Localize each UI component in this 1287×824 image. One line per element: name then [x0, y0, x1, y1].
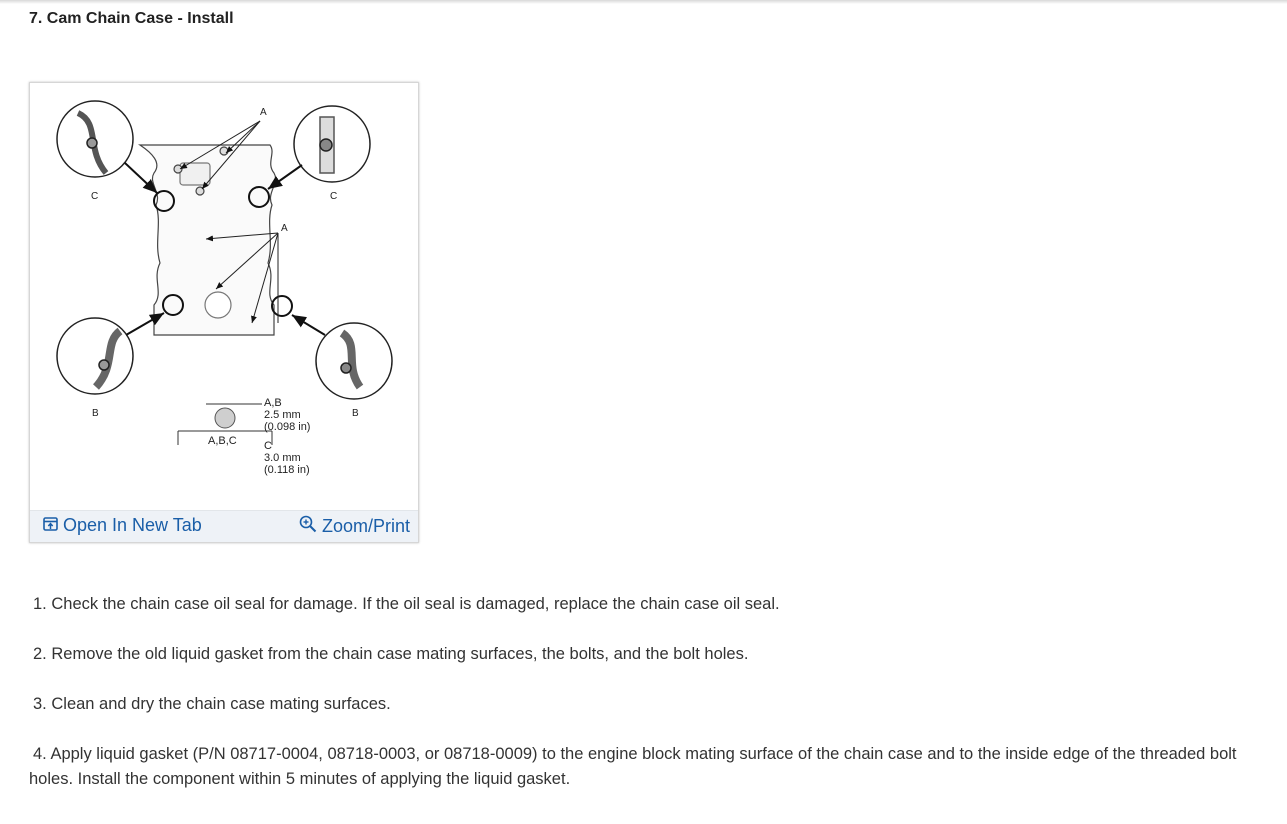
- label-spec-c-in: (0.118 in): [264, 464, 310, 476]
- label-spec-c: C: [264, 440, 272, 452]
- label-abc: A,B,C: [208, 435, 237, 447]
- step-1-text: Check the chain case oil seal for damage. If the oil seal is damaged, replace the chain case oil seal.: [51, 595, 780, 613]
- detail-view-bottom-left: [57, 318, 133, 394]
- zoom-in-icon: [299, 515, 317, 538]
- step-3-number: 3.: [33, 695, 47, 713]
- figure-container: [29, 82, 419, 543]
- chain-case-outline: [140, 145, 276, 335]
- label-b-left: B: [92, 408, 99, 419]
- step-3-text: Clean and dry the chain case mating surfaces.: [51, 695, 391, 713]
- open-in-new-tab-link[interactable]: [43, 515, 202, 536]
- label-spec-ab-mm: 2.5 mm: [264, 409, 301, 421]
- open-in-new-tab-icon: [43, 515, 58, 536]
- step-4: [29, 742, 1249, 792]
- label-b-right: B: [352, 408, 359, 419]
- label-spec-c-mm: 3.0 mm: [264, 452, 301, 464]
- step-4-text: Apply liquid gasket (P/N 08717-0004, 08718-0003, or 08718-0009) to the engine block mating surface of the chain case and to the inside edge of the threaded bolt holes. Install the component within 5 minutes of applying the liquid gasket.: [29, 745, 1237, 788]
- detail-view-bottom-right: [316, 323, 392, 399]
- zoom-print-link[interactable]: [299, 515, 410, 538]
- step-3: [29, 692, 1249, 717]
- detail-view-top-right: [294, 106, 370, 182]
- page-title: 7. Cam Chain Case - Install: [29, 10, 234, 27]
- step-1: [29, 592, 1249, 617]
- figure-footer: [30, 510, 418, 542]
- label-c-left: C: [91, 191, 99, 202]
- label-a-top: A: [260, 107, 267, 118]
- open-in-new-tab-label: Open In New Tab: [63, 515, 202, 535]
- step-1-number: 1.: [33, 595, 47, 613]
- step-2-text: Remove the old liquid gasket from the chain case mating surfaces, the bolts, and the bolt holes.: [51, 645, 749, 663]
- label-c-right: C: [330, 191, 338, 202]
- zoom-print-label: Zoom/Print: [321, 516, 410, 536]
- label-spec-ab: A,B: [264, 397, 282, 409]
- top-shadow-bar: [0, 0, 1287, 4]
- cam-chain-case-diagram: [30, 83, 418, 510]
- label-spec-ab-in: (0.098 in): [264, 421, 311, 433]
- step-2-number: 2.: [33, 645, 47, 663]
- step-4-number: 4.: [33, 745, 47, 763]
- detail-view-top-left: [57, 101, 133, 177]
- step-2: [29, 642, 1249, 667]
- label-a-mid: A: [281, 223, 288, 234]
